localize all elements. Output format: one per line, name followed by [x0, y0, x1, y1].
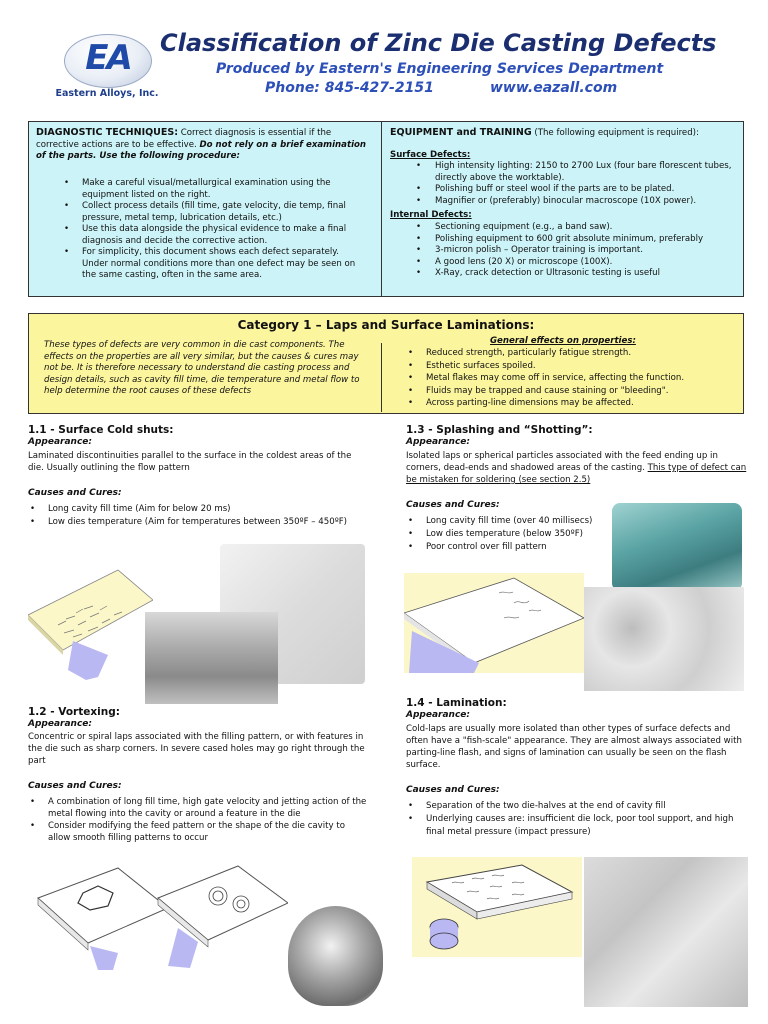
list-item: • Long cavity fill time (over 40 millisecs) [400, 515, 610, 528]
appearance-text-note: This type of defect can be mistaken for soldering (see section 2.5) [406, 463, 747, 485]
equipment-note: (The following equipment is required): [531, 128, 699, 138]
list-item: • Metal flakes may come off in service, affecting the function. [400, 372, 740, 385]
list-item: • Polishing equipment to 600 grit absolute minimum, preferably [390, 234, 740, 246]
page-subtitle: Produced by Eastern's Engineering Services Department [216, 61, 664, 77]
section-heading: 1.4 - Lamination: [406, 697, 507, 709]
logo-letters: EA [85, 38, 131, 78]
list-item: • For simplicity, this document shows each defect separately. Under normal conditions more than one defect may be seen on the same casting, often in the same area. [56, 247, 366, 282]
appearance-label: Appearance: [406, 710, 470, 720]
cold-shut-diagram [28, 555, 153, 680]
company-name: Eastern Alloys, Inc. [55, 88, 159, 99]
causes-list [400, 800, 745, 839]
page-title: Classification of Zinc Die Casting Defects [160, 29, 717, 57]
cold-shut-closeup-photo [145, 612, 278, 704]
list-item: • Collect process details (fill time, gate velocity, die temp, final pressure, metal temp, lubrication details, etc.) [56, 201, 366, 224]
causes-label: Causes and Cures: [406, 500, 500, 510]
list-item: • Separation of the two die-halves at the end of cavity fill [400, 800, 745, 813]
internal-defects-heading: Internal Defects: [390, 210, 472, 220]
effects-heading: General effects on properties: [490, 336, 636, 346]
causes-list [400, 515, 610, 554]
list-item: • A combination of long fill time, high gate velocity and jetting action of the metal flowing into the cavity or around a feature in the die [22, 796, 367, 820]
equipment-heading: EQUIPMENT and TRAINING [390, 127, 532, 138]
internal-defects-list [390, 222, 740, 280]
appearance-text: Cold-laps are usually more isolated than other types of surface defects and often have a "fish-scale" appearance. They are almost always associated with parting-line flash, and signs of lamination can usually be seen on the flash surface. [406, 724, 742, 770]
list-item: • Poor control over fill pattern [400, 541, 610, 554]
causes-label: Causes and Cures: [28, 781, 122, 791]
list-item: • High intensity lighting: 2150 to 2700 Lux (four bare florescent tubes, directly above the worktable). [390, 161, 740, 184]
phone-number: Phone: 845-427-2151 [265, 80, 434, 96]
splashing-micrograph [584, 587, 744, 691]
appearance-text: Concentric or spiral laps associated with the filling pattern, or with features in the die such as sharp corners. In severe cased holes may go right through the part [28, 732, 365, 766]
list-item: • Sectioning equipment (e.g., a band saw). [390, 222, 740, 234]
list-item: • Long cavity fill time (Aim for below 20 ms) [22, 503, 362, 516]
diagnostic-list [56, 178, 366, 282]
section-heading: 1.2 - Vortexing: [28, 706, 120, 718]
causes-label: Causes and Cures: [28, 488, 122, 498]
category-intro: These types of defects are very common in die cast components. The effects on the properties are all very similar, but the causes & cures may not be. It is therefore necessary to understand die casting process and design details, such as cavity fill time, die temperature and metal flow to help determine the root causes of these defects [44, 340, 360, 396]
splashing-diagram [404, 573, 584, 673]
vortexing-photo [288, 906, 383, 1006]
list-item: • Consider modifying the feed pattern or the shape of the die cavity to allow smooth filling patterns to occur [22, 820, 367, 844]
list-item: • Low dies temperature (below 350ºF) [400, 528, 610, 541]
diagnostic-intro-text: Correct diagnosis is essential if the corrective actions are to be effective. [36, 128, 332, 150]
effects-list [400, 347, 740, 410]
appearance-text [406, 450, 748, 486]
list-item: • Use this data alongside the physical evidence to make a final diagnosis and decide the corrective action. [56, 224, 366, 247]
surface-defects-list [390, 161, 740, 207]
diagnostic-intro [36, 127, 372, 163]
category-divider [381, 343, 382, 412]
list-item: • Underlying causes are: insufficient die lock, poor tool support, and high final metal pressure (impact pressure) [400, 813, 745, 839]
list-item: • A good lens (20 X) or microscope (100X). [390, 257, 740, 269]
section-heading: 1.3 - Splashing and “Shotting”: [406, 424, 593, 436]
appearance-label: Appearance: [28, 719, 92, 729]
causes-label: Causes and Cures: [406, 785, 500, 795]
appearance-text: Laminated discontinuities parallel to the surface in the coldest areas of the die. Usually outlining the flow pattern [28, 451, 352, 473]
list-item: • Low dies temperature (Aim for temperatures between 350ºF – 450ºF) [22, 516, 362, 529]
causes-list [22, 503, 362, 529]
list-item: • Polishing buff or steel wool if the parts are to be plated. [390, 184, 740, 196]
list-item: • Make a careful visual/metallurgical examination using the equipment listed on the right. [56, 178, 366, 201]
diagnostic-emphasis: Do not rely on a brief examination of the parts. Use the following procedure: [36, 139, 367, 161]
list-item: • Across parting-line dimensions may be affected. [400, 397, 740, 410]
list-item: • 3-micron polish – Operator training is important. [390, 245, 740, 257]
section-heading: 1.1 - Surface Cold shuts: [28, 424, 174, 436]
appearance-label: Appearance: [406, 437, 470, 447]
list-item: • Esthetic surfaces spoiled. [400, 360, 740, 373]
diagnostic-divider [381, 121, 382, 296]
appearance-label: Appearance: [28, 437, 92, 447]
list-item: • Reduced strength, particularly fatigue strength. [400, 347, 740, 360]
vortexing-diagrams [28, 858, 288, 998]
diagnostic-heading: DIAGNOSTIC TECHNIQUES: [36, 127, 179, 138]
category-title: Category 1 – Laps and Surface Laminations: [237, 318, 535, 332]
lamination-photo [584, 857, 748, 1007]
causes-list [22, 796, 367, 844]
list-item: • X-Ray, crack detection or Ultrasonic testing is useful [390, 268, 740, 280]
equipment-heading-row [390, 127, 740, 140]
list-item: • Magnifier or (preferably) binocular macroscope (10X power). [390, 196, 740, 208]
website-link[interactable]: www.eazall.com [490, 80, 618, 96]
surface-defects-heading: Surface Defects: [390, 150, 471, 160]
splashing-photo [612, 503, 742, 591]
appearance-text-main: Isolated laps or spherical particles associated with the feed ending up in corners, dead-ends and shadowed areas of the casting. [406, 451, 718, 473]
list-item: • Fluids may be trapped and cause staining or "bleeding". [400, 385, 740, 398]
lamination-diagram [412, 857, 582, 957]
